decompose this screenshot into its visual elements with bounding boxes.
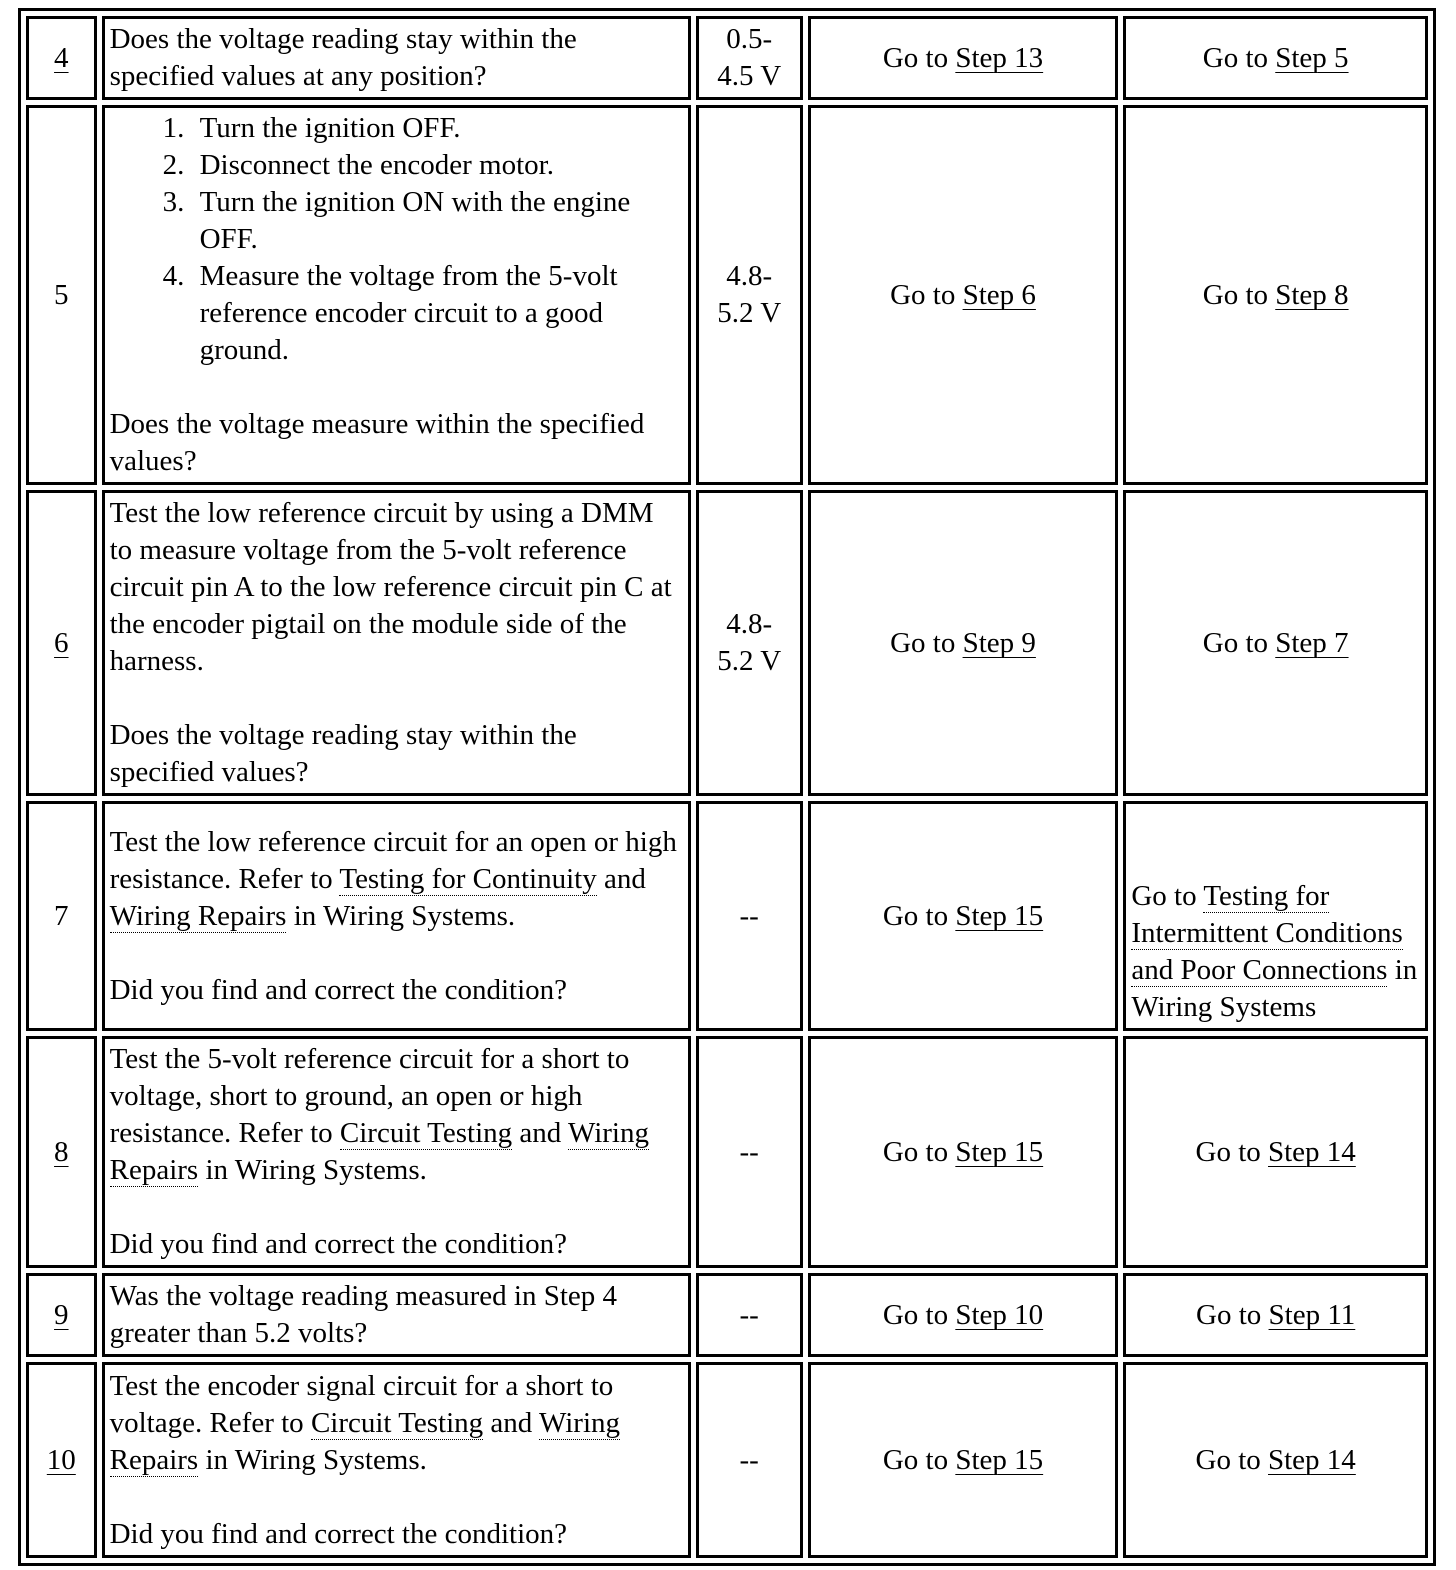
diagnostic-table [18, 8, 1436, 1566]
no-prefix: Go to [1202, 278, 1276, 311]
value-cell [696, 490, 803, 796]
action-cell [102, 105, 691, 485]
action-text [110, 1368, 683, 1479]
question-text: Did you find and correct the condition? [109, 1228, 568, 1260]
value-cell [696, 16, 803, 100]
yes-step-link[interactable]: Step 10 [955, 1298, 1044, 1331]
action-cell [102, 490, 691, 796]
action-text-part: Test the low reference circuit for an open or high resistance. Refer to [109, 825, 677, 895]
action-cell [102, 801, 691, 1031]
yes-step-link[interactable]: Step 6 [962, 278, 1036, 311]
no-prefix: Go to [1195, 1135, 1268, 1168]
action-text-part: Test the 5-volt reference circuit for a short to voltage, short to ground, an open or high resistance. Refer to [109, 1043, 630, 1149]
yes-cell [808, 1273, 1119, 1357]
intermittent-conditions-link[interactable]: Testing for Intermittent Conditions and Poor Connections [1131, 880, 1403, 986]
yes-prefix: Go to [882, 1135, 956, 1168]
no-cell [1123, 1362, 1428, 1558]
wiring-repairs-link[interactable]: Wiring Repairs [109, 899, 287, 932]
no-cell [1123, 1036, 1428, 1268]
no-step-link[interactable]: Step 11 [1268, 1298, 1356, 1331]
yes-prefix: Go to [882, 1443, 956, 1476]
step-number-cell [26, 490, 97, 796]
procedure-list [110, 110, 683, 369]
value-line: -- [739, 899, 759, 932]
circuit-testing-link[interactable]: Circuit Testing [310, 1406, 484, 1439]
table-row [26, 490, 1428, 796]
table-row [26, 105, 1428, 485]
no-step-link[interactable]: Step 14 [1268, 1135, 1356, 1168]
step-number-cell [26, 1273, 97, 1357]
wiring-repairs-link[interactable]: Wiring Repairs [109, 1117, 649, 1186]
action-text-part: and [512, 1117, 568, 1149]
step-number-link[interactable]: 4 [54, 41, 69, 74]
action-text [110, 1041, 683, 1189]
table-row [26, 16, 1428, 100]
value-cell [696, 1036, 803, 1268]
no-step-link[interactable]: Step 7 [1275, 626, 1349, 659]
action-text-part: Test the encoder signal circuit for a short to voltage. Refer to [109, 1369, 614, 1439]
yes-cell [808, 1036, 1119, 1268]
action-text: Was the voltage reading measured in Step 4 greater than 5.2 volts? [109, 1280, 618, 1349]
yes-cell [808, 105, 1119, 485]
no-step-link[interactable]: Step 8 [1275, 278, 1349, 311]
value-line: 5.2 V [717, 645, 782, 677]
value-line: 4.5 V [717, 60, 782, 92]
step-number-cell [26, 16, 97, 100]
value-line: 4.8- [726, 608, 773, 640]
step-number-cell [26, 105, 97, 485]
procedure-item: 3. Turn the ignition ON with the engine OFF. [192, 184, 683, 258]
yes-prefix: Go to [890, 626, 963, 659]
wiring-repairs-link[interactable]: Wiring Repairs [109, 1406, 621, 1476]
value-line: -- [739, 1443, 759, 1476]
step-number-link[interactable]: 9 [54, 1298, 69, 1331]
action-text: Does the voltage reading stay within the specified values at any position? [109, 23, 577, 92]
value-line: 4.8- [726, 260, 773, 292]
continuity-link[interactable]: Testing for Continuity [339, 862, 597, 895]
action-cell [102, 1036, 691, 1268]
table-row [26, 1273, 1428, 1357]
no-prefix: Go to [1196, 1298, 1269, 1331]
action-cell [102, 1362, 691, 1558]
yes-prefix: Go to [882, 41, 956, 74]
action-text-part: in Wiring Systems. [198, 1154, 427, 1186]
value-cell [696, 1362, 803, 1558]
question-text: Did you find and correct the condition? [109, 1517, 568, 1550]
yes-step-link[interactable]: Step 15 [955, 1135, 1044, 1168]
yes-cell [808, 1362, 1119, 1558]
yes-step-link[interactable]: Step 9 [962, 626, 1036, 659]
step-number-link[interactable]: 6 [54, 626, 69, 659]
action-cell [102, 1273, 691, 1357]
value-line: -- [739, 1135, 759, 1168]
circuit-testing-link[interactable]: Circuit Testing [339, 1117, 513, 1149]
action-text-part: and [483, 1406, 540, 1439]
table-row [26, 1362, 1428, 1558]
no-prefix: Go to [1202, 626, 1276, 659]
no-suffix: in Wiring Systems [1131, 954, 1418, 1023]
step-number: 7 [54, 899, 69, 932]
yes-step-link[interactable]: Step 15 [955, 1443, 1044, 1476]
question-text: Did you find and correct the condition? [109, 973, 568, 1006]
step-number: 5 [54, 278, 69, 311]
yes-cell [808, 16, 1119, 100]
action-text: Test the low reference circuit by using a DMM to measure voltage from the 5-volt reference circuit pin A to the low reference circuit pin C at the encoder pigtail on the module side of the harness. [109, 497, 672, 677]
value-cell [696, 1273, 803, 1357]
no-cell [1123, 490, 1428, 796]
action-text-part: in Wiring Systems. [198, 1443, 427, 1476]
yes-step-link[interactable]: Step 13 [955, 41, 1044, 74]
action-cell [102, 16, 691, 100]
yes-cell [808, 490, 1119, 796]
no-cell [1123, 801, 1428, 1031]
action-text [110, 824, 683, 935]
table-row [26, 1036, 1428, 1268]
step-number-cell [26, 1036, 97, 1268]
yes-prefix: Go to [882, 899, 956, 932]
question-text: Does the voltage measure within the specified values? [109, 408, 645, 477]
step-number-link[interactable]: 10 [46, 1443, 76, 1476]
no-step-link[interactable]: Step 5 [1275, 41, 1349, 74]
value-cell [696, 801, 803, 1031]
no-prefix: Go to [1202, 41, 1276, 74]
value-line: 5.2 V [717, 297, 782, 329]
yes-step-link[interactable]: Step 15 [955, 899, 1044, 932]
no-cell [1123, 1273, 1428, 1357]
no-prefix: Go to [1195, 1443, 1268, 1476]
step-number-cell [26, 1362, 97, 1558]
value-cell [696, 105, 803, 485]
step-number-link[interactable]: 8 [54, 1135, 69, 1168]
question-text: Does the voltage reading stay within the specified values? [109, 719, 577, 788]
no-cell [1123, 105, 1428, 485]
yes-prefix: Go to [890, 278, 963, 311]
action-text-part: and [596, 862, 646, 895]
procedure-item: 1. Turn the ignition OFF. [192, 110, 683, 147]
yes-cell [808, 801, 1119, 1031]
no-cell [1123, 16, 1428, 100]
no-prefix: Go to [1131, 880, 1204, 912]
value-line: 0.5- [726, 23, 773, 55]
value-line: -- [739, 1298, 759, 1331]
step-number-cell [26, 801, 97, 1031]
action-text-part: in Wiring Systems. [286, 899, 516, 932]
procedure-item: 2. Disconnect the encoder motor. [192, 147, 683, 184]
yes-prefix: Go to [882, 1298, 956, 1331]
no-step-link[interactable]: Step 14 [1268, 1443, 1356, 1476]
table-row [26, 801, 1428, 1031]
procedure-item: 4. Measure the voltage from the 5-volt reference encoder circuit to a good ground. [192, 258, 683, 369]
